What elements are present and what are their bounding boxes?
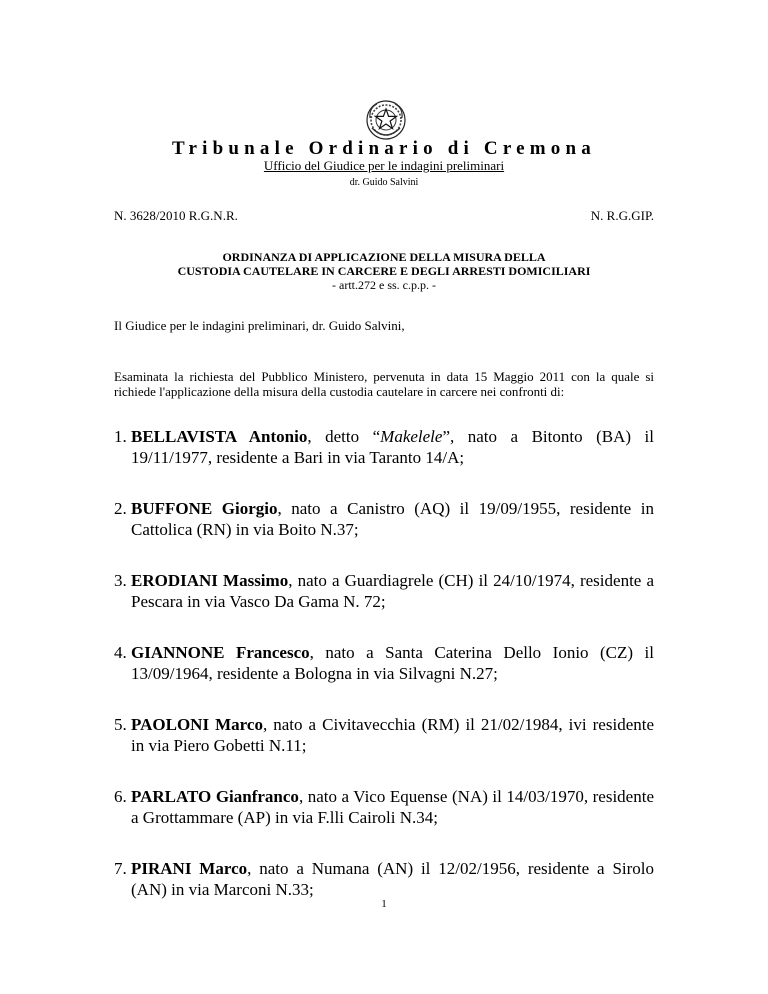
judge-statement: Il Giudice per le indagini preliminari, dr. Guido Salvini, (114, 318, 405, 333)
item-number: 6. (114, 787, 127, 806)
defendant-details: , nato a Numana (AN) il 12/02/1956, residente a Sirolo (AN) in via Marconi N.33; (131, 859, 655, 899)
defendant-name: PARLATO Gianfranco (131, 787, 299, 806)
defendant-details: , detto “ (307, 427, 381, 446)
defendant-details: , nato a Guardiagrele (CH) il 24/10/1974, residente a Pescara in via Vasco Da Gama N. 72; (131, 571, 655, 611)
registry-number: N. 3628/2010 R.G.N.R. (114, 208, 238, 223)
list-item (114, 786, 654, 828)
ordinance-title-line1: ORDINANZA DI APPLICAZIONE DELLA MISURA DELLA (222, 250, 546, 264)
item-number: 2. (114, 499, 127, 518)
defendant-details: , nato a Vico Equense (NA) il 14/03/1970, residente a Grottammare (AP) in via F.lli Cairoli N.34; (131, 787, 654, 827)
gip-number: N. R.G.GIP. (590, 208, 654, 223)
item-number: 7. (114, 859, 127, 878)
court-title: Tribunale Ordinario di Cremona (172, 138, 596, 159)
judge-name: dr. Guido Salvini (349, 177, 419, 188)
list-item (114, 642, 654, 684)
defendant-name: PAOLONI Marco (131, 715, 263, 734)
defendant-details: ”, nato a Bitonto (BA) il 19/11/1977, residente a Bari in via Taranto 14/A; (131, 427, 654, 467)
ordinance-articles: - artt.272 e ss. c.p.p. - (332, 278, 436, 292)
defendant-details: , nato a Santa Caterina Dello Ionio (CZ) il 13/09/1964, residente a Bologna in via Silvagni N.27; (131, 643, 654, 683)
list-item (114, 498, 654, 540)
office-subtitle (0, 158, 768, 174)
defendant-details: , nato a Civitavecchia (RM) il 21/02/1984, ivi residente in via Piero Gobetti N.11; (131, 715, 655, 755)
examined-paragraph: Esaminata la richiesta del Pubblico Ministero, pervenuta in data 15 Maggio 2011 con la quale si richiede l'applicazione della misura della custodia cautelare in carcere nei confronti di: (114, 369, 654, 399)
defendant-name: BUFFONE Giorgio (131, 499, 278, 518)
list-item (114, 858, 654, 900)
defendant-name: ERODIANI Massimo (131, 571, 289, 590)
item-number: 3. (114, 571, 127, 590)
defendant-name: GIANNONE Francesco (131, 643, 310, 662)
item-number: 4. (114, 643, 127, 662)
defendant-name: PIRANI Marco (131, 859, 248, 878)
list-item (114, 570, 654, 612)
office-text: Ufficio del Giudice per le indagini preliminari (263, 158, 505, 173)
list-item (114, 426, 654, 468)
defendant-details: , nato a Canistro (AQ) il 19/09/1955, residente in Cattolica (RN) in via Boito N.37; (131, 499, 654, 539)
ordinance-title-line2: CUSTODIA CAUTELARE IN CARCERE E DEGLI ARRESTI DOMICILIARI (177, 264, 591, 278)
item-number: 1. (114, 427, 127, 446)
defendant-alias: Makelele (380, 427, 443, 446)
list-item (114, 714, 654, 756)
item-number: 5. (114, 715, 127, 734)
page-number: 1 (381, 898, 387, 910)
defendant-name: BELLAVISTA Antonio (131, 427, 308, 446)
ordinance-title (0, 250, 768, 292)
italian-republic-emblem-icon (364, 98, 408, 142)
